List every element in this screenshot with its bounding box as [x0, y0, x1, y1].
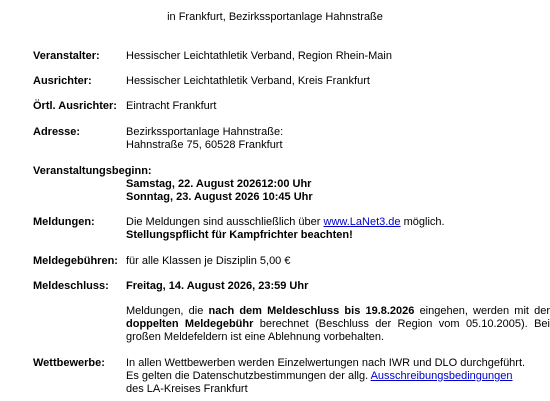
- label-adresse: Adresse:: [33, 126, 81, 138]
- label-oertl-ausrichter: Örtl. Ausrichter:: [33, 100, 117, 112]
- adresse-line-1: Bezirkssportanlage Hahnstraße:: [126, 126, 284, 138]
- label-veranstaltungsbeginn: Veranstaltungsbeginn:: [33, 165, 152, 177]
- label-ausrichter: Ausrichter:: [33, 75, 92, 87]
- label-meldungen: Meldungen:: [33, 216, 95, 228]
- wettbewerbe-line-2: [126, 370, 550, 383]
- meldungen-text-after: möglich.: [400, 216, 445, 228]
- beginn-sonntag: Sonntag, 23. August 2026 10:45 Uhr: [126, 191, 313, 203]
- meldungen-line-1: [126, 216, 550, 229]
- value-adresse: [126, 126, 550, 152]
- beginn-samstag: Samstag, 22. August 202612:00 Uhr: [126, 178, 312, 190]
- event-subtitle: in Frankfurt, Bezirkssportanlage Hahnstraße: [167, 11, 383, 23]
- ausrichter-text: Hessischer Leichtathletik Verband, Kreis Frankfurt: [126, 75, 370, 87]
- value-meldeschluss: [126, 280, 550, 293]
- datenschutz-text: Es gelten die Datenschutzbestimmungen der allg.: [126, 370, 371, 382]
- label-veranstalter: Veranstalter:: [33, 50, 100, 62]
- wettbewerbe-line-1: In allen Wettbewerben werden Einzelwertungen nach IWR und DLO durchgeführt.: [126, 357, 526, 369]
- meldungen-text-before: Die Meldungen sind ausschließlich über: [126, 216, 324, 228]
- value-ausrichter: [126, 75, 550, 88]
- ausschreibungsbedingungen-link[interactable]: Ausschreibungsbedingungen: [370, 370, 513, 382]
- adresse-line-2: Hahnstraße 75, 60528 Frankfurt: [126, 139, 283, 151]
- hinweis-part-2: eingehen, werden mit der: [414, 305, 550, 317]
- label-wettbewerbe: Wettbewerbe:: [33, 357, 105, 369]
- label-meldeschluss: Meldeschluss:: [33, 280, 109, 292]
- value-oertl-ausrichter: [126, 100, 550, 113]
- value-meldungen-hinweis: [126, 305, 550, 344]
- value-meldegebuehren: [126, 255, 550, 268]
- wettbewerbe-line-3: des LA-Kreises Frankfurt: [126, 383, 248, 395]
- hinweis-part-3: berechnet (Beschluss der Region vom 05.10.2005). Bei großen Meldefeldern ist eine Ablehnung vorbehalten.: [126, 318, 550, 343]
- meldeschluss-datum: Freitag, 14. August 2026, 23:59 Uhr: [126, 280, 309, 292]
- value-veranstalter: [126, 50, 550, 63]
- veranstalter-text: Hessischer Leichtathletik Verband, Region Rhein-Main: [126, 50, 392, 62]
- hinweis-bold-2: doppelten Meldegebühr: [126, 318, 254, 330]
- hinweis-part-1: Meldungen, die: [126, 305, 209, 317]
- label-meldegebuehren: Meldegebühren:: [33, 255, 118, 267]
- value-wettbewerbe: [126, 357, 550, 396]
- value-veranstaltungsbeginn: [126, 178, 550, 204]
- hinweis-bold-1: nach dem Meldeschluss bis 19.8.2026: [208, 305, 415, 317]
- kampfrichter-hinweis: Stellungspflicht für Kampfrichter beachten!: [126, 229, 353, 241]
- oertl-ausrichter-text: Eintracht Frankfurt: [126, 100, 217, 112]
- nachmeldung-hinweis: [126, 305, 550, 344]
- lanet-link[interactable]: www.LaNet3.de: [323, 216, 401, 228]
- value-meldungen: [126, 216, 550, 242]
- meldegebuehren-text: für alle Klassen je Disziplin 5,00 €: [126, 255, 291, 267]
